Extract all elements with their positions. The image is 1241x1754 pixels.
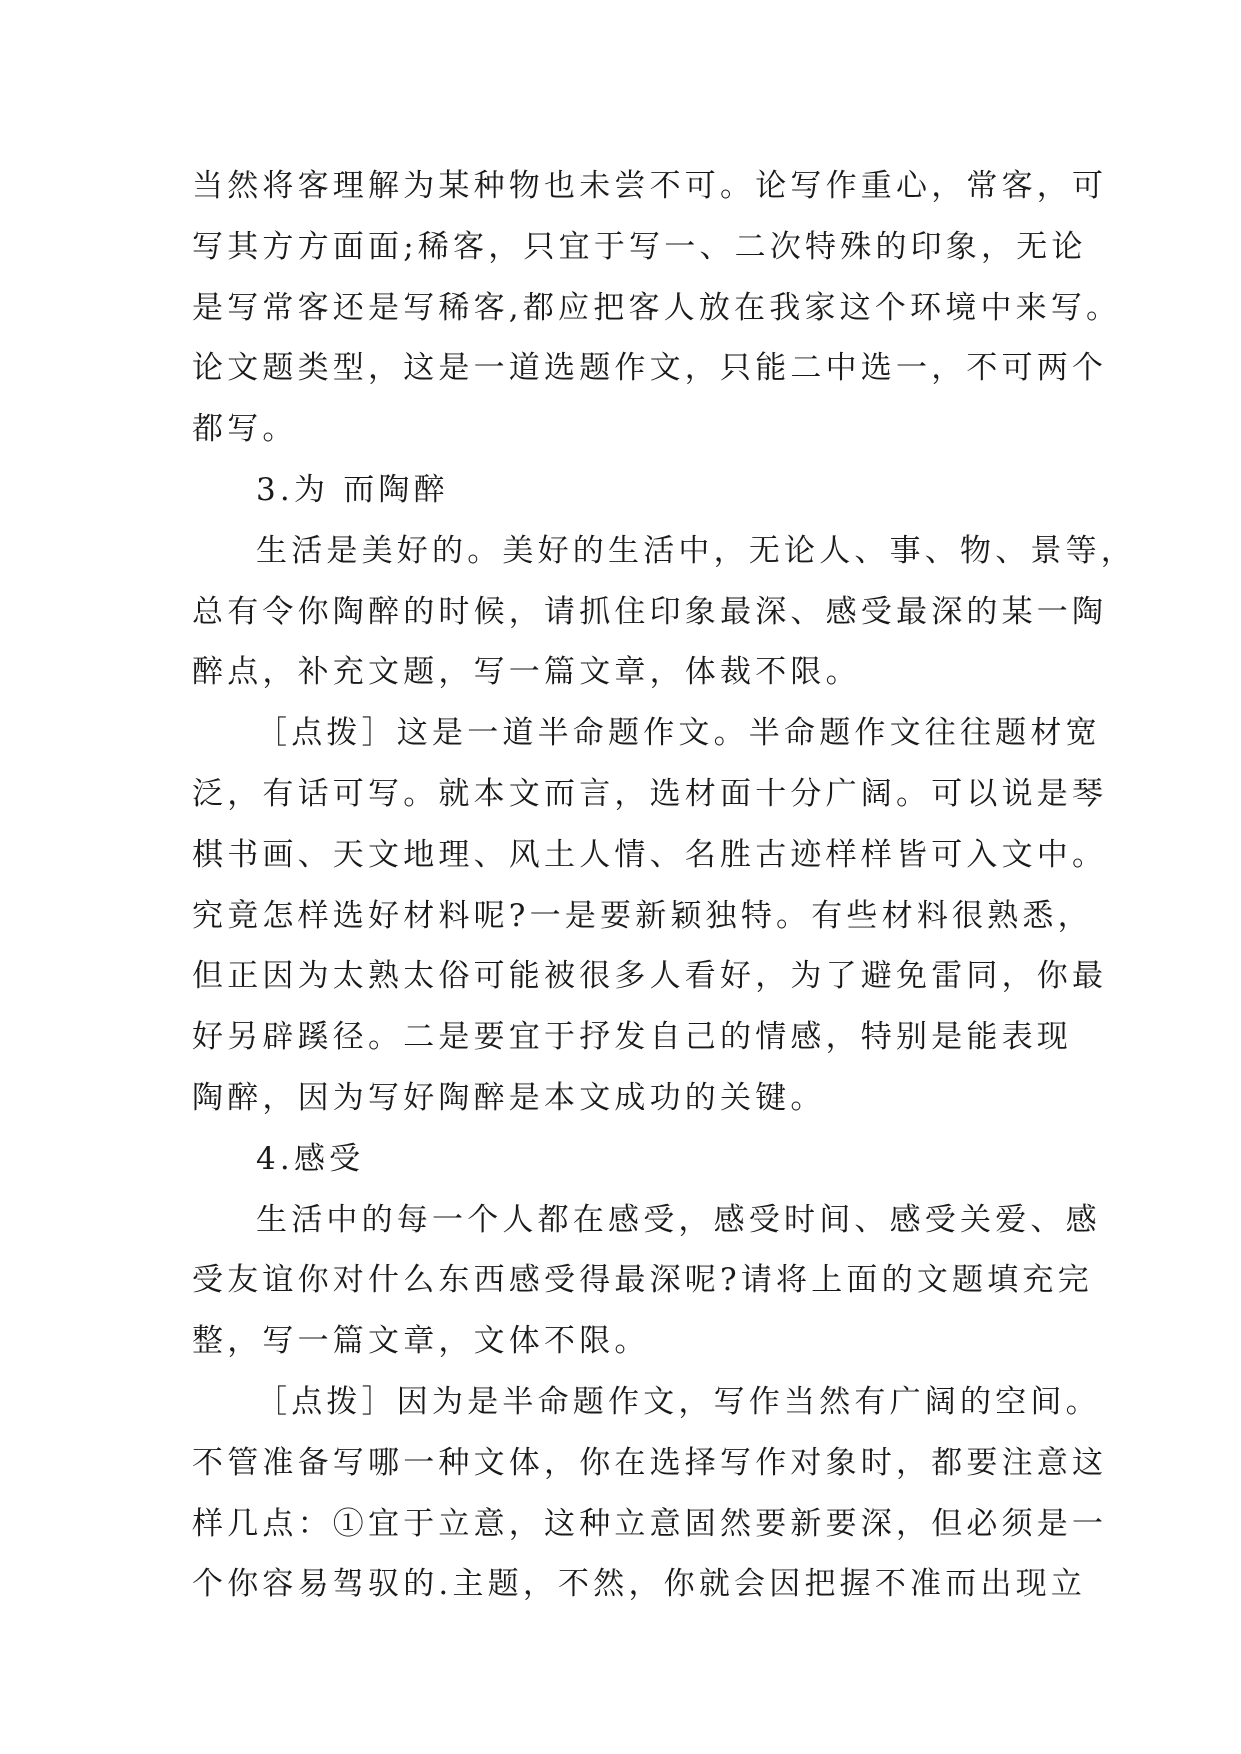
text-line: 样几点：①宜于立意，这种立意固然要新要深，但必须是一 [192,1505,1108,1542]
text-line: 个你容易驾驭的.主题，不然，你就会因把握不准而出现立 [192,1566,1087,1603]
text-line: 总有令你陶醉的时候，请抓住印象最深、感受最深的某一陶 [192,593,1108,630]
text-line: 生活是美好的。美好的生活中，无论人、事、物、景等， [256,532,1136,569]
text-line: 生活中的每一个人都在感受，感受时间、感受关爱、感 [256,1201,1101,1238]
text-line: 受友谊你对什么东西感受得最深呢?请将上面的文题填充完 [192,1262,1093,1299]
text-line: 棋书画、天文地理、风土人情、名胜古迹样样皆可入文中。 [192,836,1108,873]
text-line: 不管准备写哪一种文体，你在选择写作对象时，都要注意这 [192,1444,1108,1481]
document-body [192,156,1136,1615]
text-line: ［点拨］这是一道半命题作文。半命题作文往往题材宽 [256,715,1101,752]
text-line: ［点拨］因为是半命题作文，写作当然有广阔的空间。 [256,1383,1101,1420]
text-line: 泛，有话可写。就本文而言，选材面十分广阔。可以说是琴 [192,775,1108,812]
text-line: 论文题类型，这是一道选题作文，只能二中选一，不可两个 [192,350,1108,387]
text-line: 4.感受 [256,1140,365,1177]
text-line: 3.为 而陶醉 [256,471,449,508]
text-line: 写其方方面面;稀客，只宜于写一、二次特殊的印象，无论 [192,228,1087,265]
text-line: 好另辟蹊径。二是要宜于抒发自己的情感，特别是能表现 [192,1019,1072,1056]
text-line: 醉点，补充文题，写一篇文章，体裁不限。 [192,654,861,691]
text-line: 都写。 [192,411,298,448]
text-line: 究竟怎样选好材料呢?一是要新颖独特。有些材料很熟悉， [192,897,1093,934]
text-line: 是写常客还是写稀客,都应把客人放在我家这个环境中来写。 [192,289,1122,326]
text-line: 当然将客理解为某种物也未尝不可。论写作重心，常客，可 [192,168,1108,204]
text-line: 陶醉，因为写好陶醉是本文成功的关键。 [192,1079,826,1116]
text-line: 但正因为太熟太俗可能被很多人看好，为了避免雷同，你最 [192,958,1108,995]
text-line: 整，写一篇文章，文体不限。 [192,1323,650,1360]
